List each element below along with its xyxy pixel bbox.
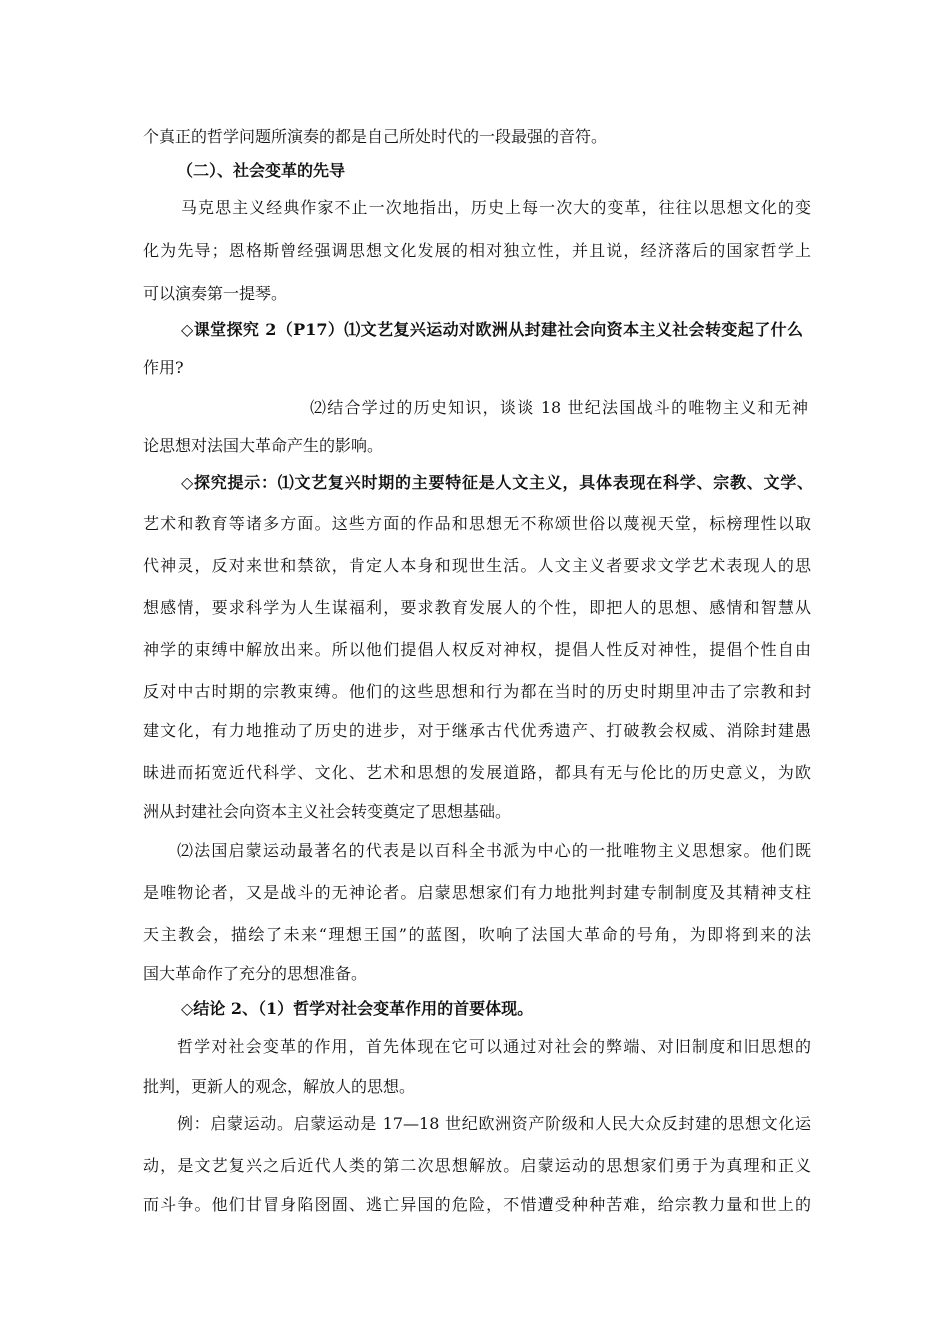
text-line: 论思想对法国大革命产生的影响。	[143, 436, 384, 455]
text-line: 神学的束缚中解放出来。所以他们提倡人权反对神权，提倡人性反对神性，提倡个性自由	[143, 640, 811, 659]
conclusion-heading: ◇结论 2、（1）哲学对社会变革作用的首要体现。	[181, 999, 534, 1018]
section-heading: （二）、社会变革的先导	[177, 161, 346, 180]
text-line: 天主教会，描绘了未来“理想王国”的蓝图，吹响了法国大革命的号角，为即将到来的法	[143, 925, 811, 944]
text-line: ⑵法国启蒙运动最著名的代表是以百科全书派为中心的一批唯物主义思想家。他们既	[177, 841, 811, 860]
text-line: 动，是文艺复兴之后近代人类的第二次思想解放。启蒙运动的思想家们勇于为真理和正义	[143, 1156, 811, 1175]
text-line: 哲学对社会变革的作用，首先体现在它可以通过对社会的弊端、对旧制度和旧思想的	[177, 1037, 811, 1056]
text-line: 国大革命作了充分的思想准备。	[143, 964, 368, 983]
inquiry-heading: ◇课堂探究 2（P17）⑴文艺复兴运动对欧洲从封建社会向资本主义社会转变起了什么	[181, 320, 803, 339]
text-line: 批判，更新人的观念，解放人的思想。	[143, 1077, 416, 1096]
text-line: 想感情，要求科学为人生谋福利，要求教育发展人的个性，即把人的思想、感情和智慧从	[143, 598, 811, 617]
text-line: 洲从封建社会向资本主义社会转变奠定了思想基础。	[143, 802, 512, 821]
text-line: 马克思主义经典作家不止一次地指出，历史上每一次大的变革，往往以思想文化的变	[181, 198, 811, 217]
text-line: ⑵结合学过的历史知识，谈谈 18 世纪法国战斗的唯物主义和无神	[310, 398, 808, 417]
text-line: 反对中古时期的宗教束缚。他们的这些思想和行为都在当时的历史时期里冲击了宗教和封	[143, 682, 811, 701]
text-line: 个真正的哲学问题所演奏的都是自己所处时代的一段最强的音符。	[143, 127, 608, 146]
text-line: 艺术和教育等诸多方面。这些方面的作品和思想无不称颂世俗以蔑视天堂，标榜理性以取	[143, 514, 811, 533]
text-line: 建文化，有力地推动了历史的进步，对于继承古代优秀遗产、打破教会权威、消除封建愚	[143, 721, 811, 740]
text-line: 昧进而拓宽近代科学、文化、艺术和思想的发展道路，都具有无与伦比的历史意义，为欧	[143, 763, 811, 782]
text-line: 可以演奏第一提琴。	[143, 284, 288, 303]
text-line: 是唯物论者，又是战斗的无神论者。启蒙思想家们有力地批判封建专制制度及其精神支柱	[143, 883, 811, 902]
text-line: 而斗争。他们甘冒身陷囹圄、逃亡异国的危险，不惜遭受种种苦难，给宗教力量和世上的	[143, 1195, 811, 1214]
text-line: 代神灵，反对来世和禁欲，肯定人本身和现世生活。人文主义者要求文学艺术表现人的思	[143, 556, 811, 575]
text-line: 例：启蒙运动。启蒙运动是 17—18 世纪欧洲资产阶级和人民大众反封建的思想文化运	[177, 1114, 811, 1133]
text-line: 作用?	[143, 358, 184, 377]
hint-heading: ◇探究提示：⑴文艺复兴时期的主要特征是人文主义，具体表现在科学、宗教、文学、	[181, 473, 813, 492]
text-line: 化为先导；恩格斯曾经强调思想文化发展的相对独立性，并且说，经济落后的国家哲学上	[143, 241, 811, 260]
